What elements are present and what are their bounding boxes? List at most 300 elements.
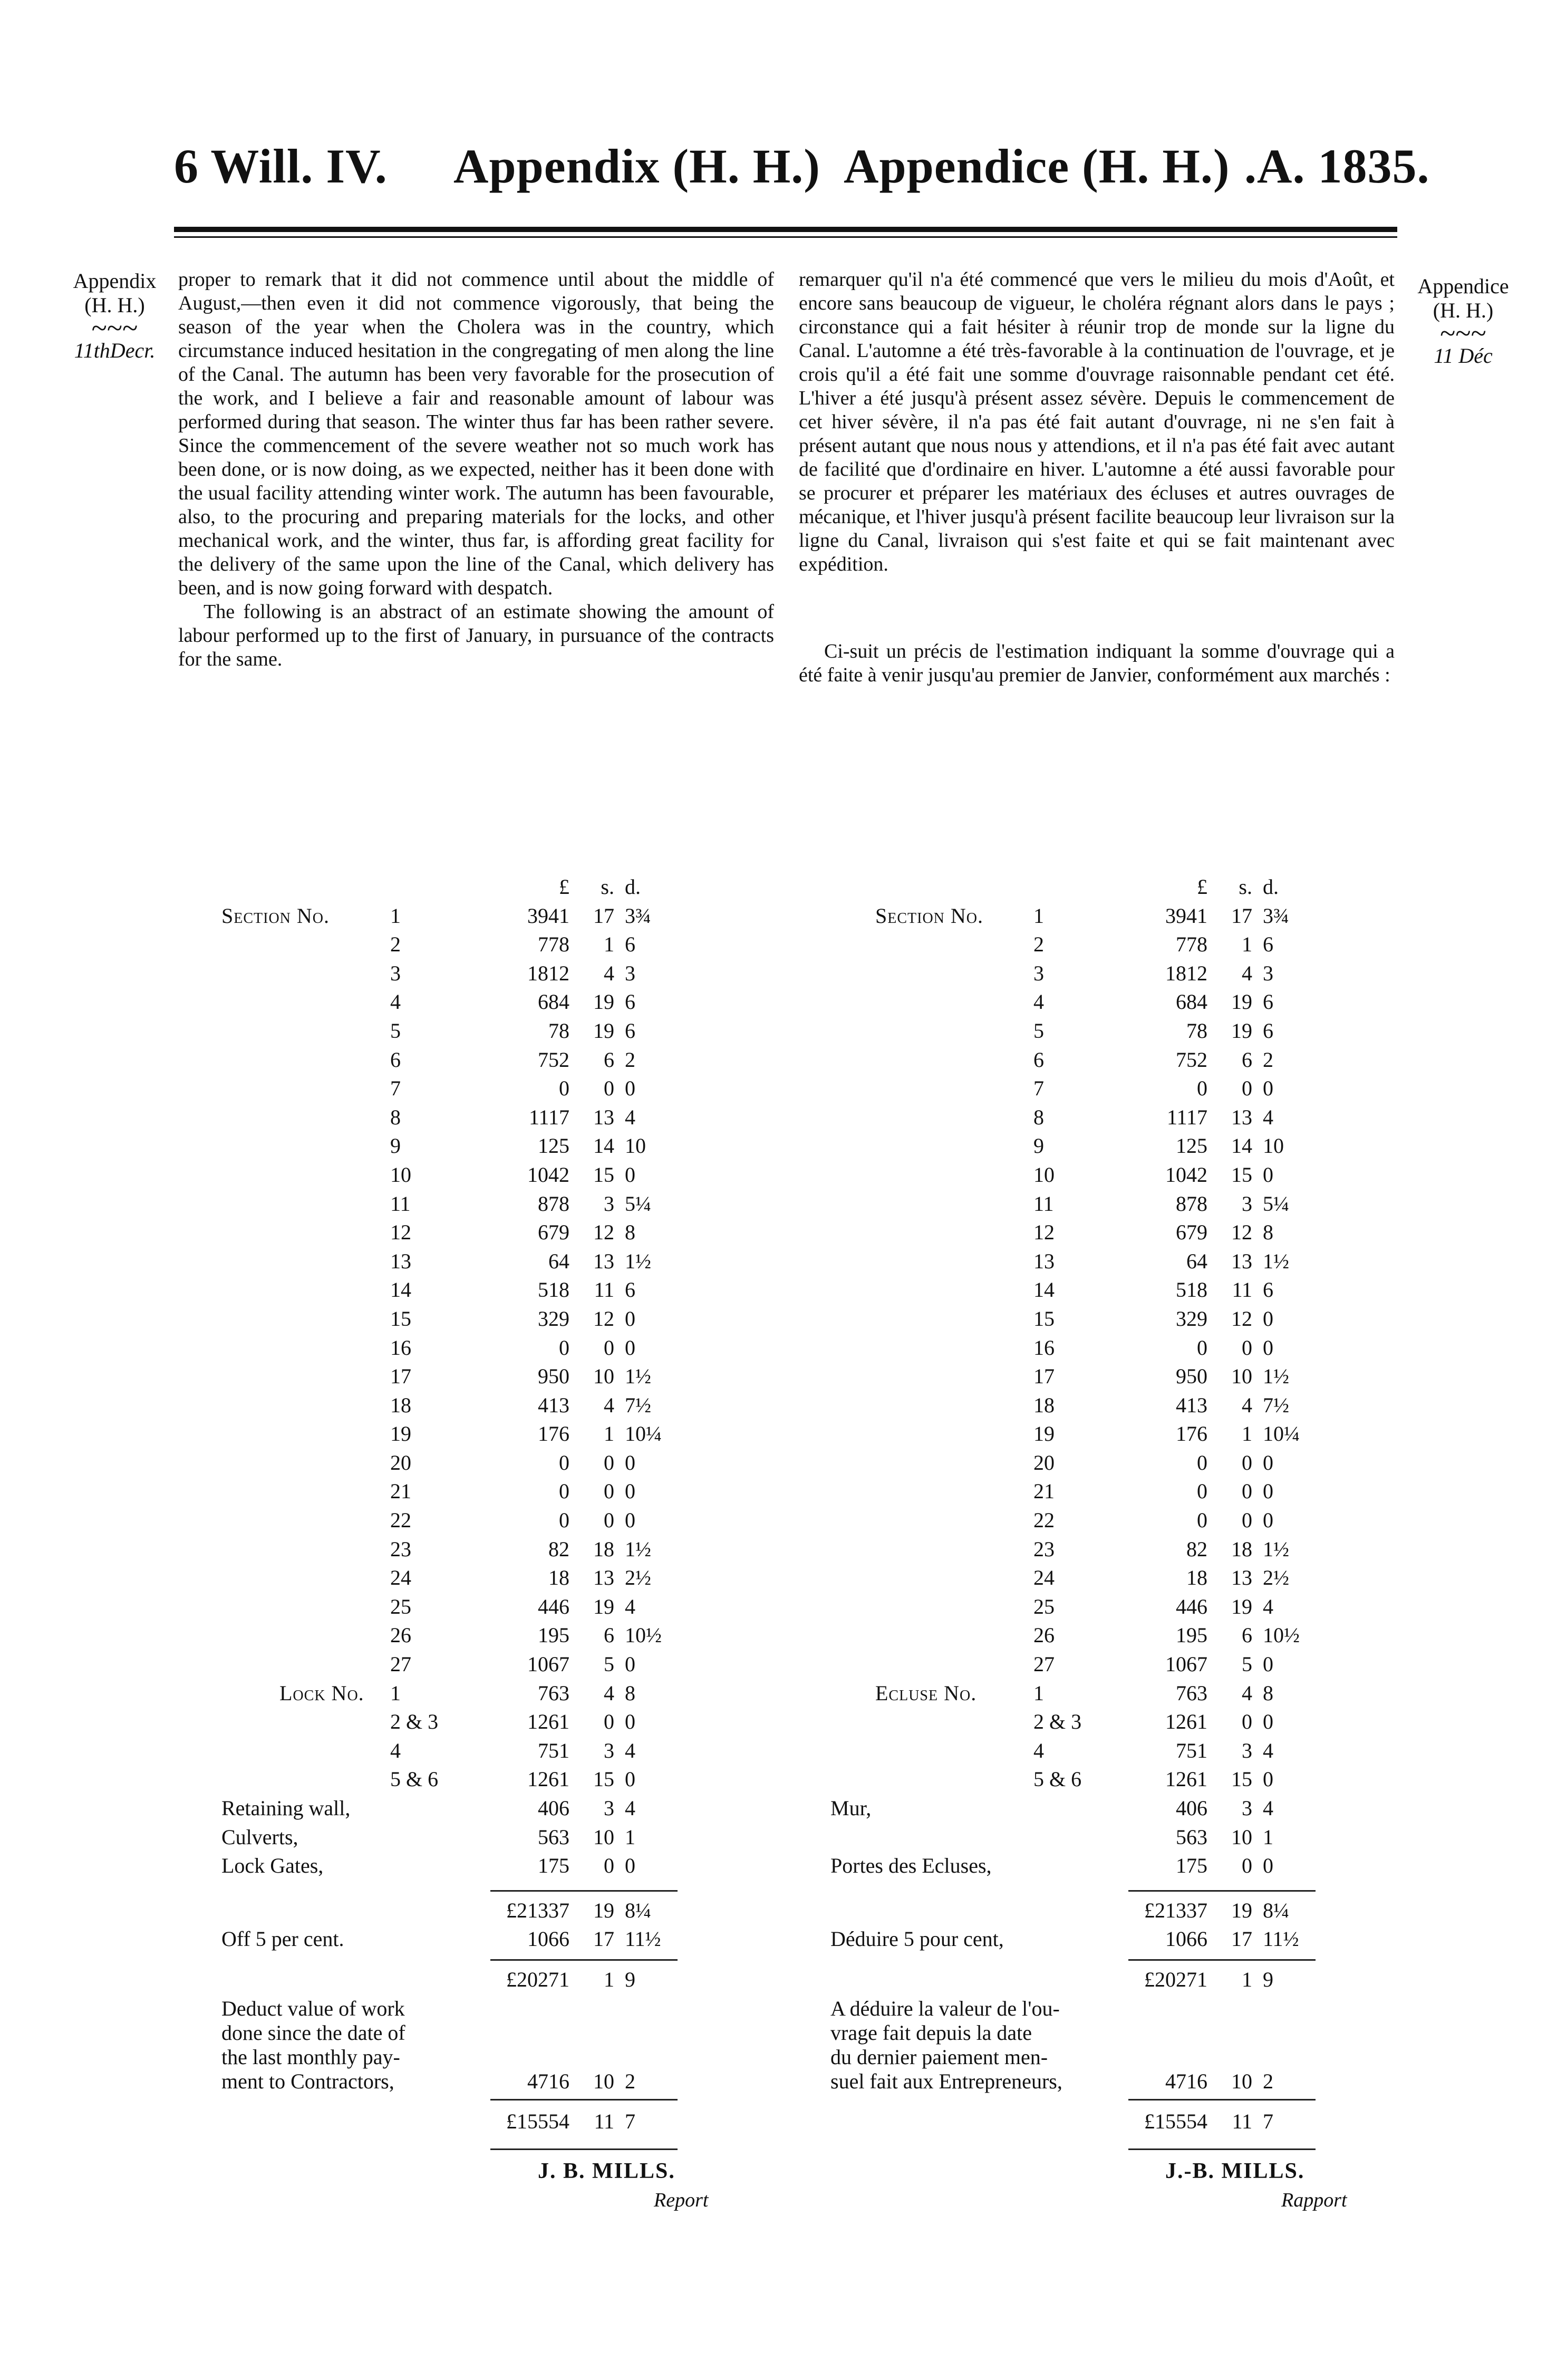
ledger-row-number: 21 [390,1479,411,1504]
english-paragraph-1: proper to remark that it did not commence until about the middle of August,—then even it did not commence vigorously, that being the season of the year when the Cholera was in the country, which circumstance induced hesitation in the congregating of men along the line of the Canal. The autumn has been very favorable for the prosecution of the work, and I believe a fair and reasonable amount of labour was performed during that season. The winter thus far has been rather severe. Since the commencement of the severe weather not so much work has been done, or is now doing, as we expected, neither has it been done with the usual facility attending winter work. The autumn has been favourable, also, to the procuring and preparing materials for the locks, and other mechanical work, and the winter, thus far, is affording great facility for the delivery of the same upon the line of the Canal, which delivery has been, and is now going forward with despatch. [178,268,774,599]
ledger-shillings: 19 [593,1018,614,1043]
ledger-shillings: 13 [593,1249,614,1273]
ledger-row [849,1362,1408,1391]
ledger-shillings: 0 [1242,1450,1252,1475]
english-paragraph-2: The following is an abstract of an estimate showing the amount of labour performed up to the first of January, in pursuance of the contracts for the same. [178,601,774,670]
ledger-row [221,1391,775,1420]
ledger-row [849,1017,1408,1046]
ledger-pence: 0 [625,1306,635,1331]
ledger-pounds: 0 [1197,1076,1207,1101]
col-heading-pounds: £ [559,875,569,899]
ledger-row-number: 4 [1033,1738,1044,1762]
ledger-pence: 6 [1263,990,1273,1014]
ledger-row [221,1132,775,1161]
ledger-pounds: 0 [1197,1450,1207,1475]
margin-note-left [50,269,179,363]
ledger-row-label: Culverts, [221,1825,298,1849]
ledger-row [849,1305,1408,1334]
ledger-row-label: Section No. [221,903,330,928]
ledger-row [849,1535,1408,1564]
ledger-pounds: 1117 [528,1105,569,1129]
ledger-rule-net [1128,1959,1316,1961]
ledger-shillings: 4 [604,1393,614,1417]
ledger-row [221,1679,775,1708]
margin-right-date: 11 Déc [1434,344,1493,368]
ledger-pounds: 1261 [527,1767,569,1791]
ledger-shillings: 10 [593,1364,614,1389]
col-heading-pence: d. [625,875,641,899]
ledger-pounds: 446 [1176,1594,1207,1618]
ledger-shillings: 0 [1242,1479,1252,1504]
ledger-row [221,1852,775,1881]
ledger-pence: 1½ [1263,1537,1289,1561]
ledger-total-row [849,1896,1408,1925]
ledger-row [849,1621,1408,1650]
col-heading-pounds: £ [1197,875,1207,899]
ledger-row-number: 12 [1033,1220,1055,1245]
ledger-discount-row [830,1925,1408,1954]
ledger-deduct-pounds: 4716 [1165,2069,1207,2093]
ledger-report-label: Rapport [1281,2189,1347,2211]
header-appendix-fr: Appendice (H. H.) [844,139,1230,193]
ledger-pounds: 751 [1176,1738,1207,1762]
ledger-pounds: 0 [1197,1479,1207,1504]
ledger-deduct-pence: 2 [625,2069,635,2093]
ledger-row-number: 6 [390,1047,401,1072]
ledger-row-number: 22 [1033,1508,1055,1533]
margin-left-line2: (H. H.) [84,293,145,317]
ledger-row-number: 7 [1033,1076,1044,1101]
ledger-net-pence: 9 [1263,1967,1273,1991]
ledger-row [221,1046,775,1075]
ledger-row [849,1132,1408,1161]
ledger-shillings: 11 [1232,1278,1252,1302]
ledger-row-label: Retaining wall, [221,1796,351,1820]
ledger-shillings: 10 [1231,1364,1252,1389]
ledger-shillings: 3 [604,1738,614,1762]
ledger-shillings: 5 [1242,1652,1252,1676]
ledger-row-number: 10 [390,1162,411,1187]
ledger-report-label: Report [654,2189,709,2211]
ledger-shillings: 0 [604,1854,614,1878]
ledger-final-pounds: £15554 [1144,2109,1207,2133]
margin-left-date: 11thDecr. [74,339,156,362]
ledger-spacer [849,1881,1408,1896]
ledger-deduct-row [830,2019,1408,2045]
ledger-pence: 0 [1263,1162,1273,1187]
ledger-row-number: 16 [390,1335,411,1360]
ledger-total-pounds: £21337 [1144,1898,1207,1922]
ledger-spacer [221,2136,775,2157]
ledger-net-pence: 9 [625,1967,635,1991]
ledger-pounds: 3941 [1165,903,1207,928]
ledger-report-row [221,2186,775,2210]
french-paragraph-2: Ci-suit un précis de l'estimation indiquant la somme d'ouvrage qui a été faite à venir jusqu'au premier de Janvier, conformément aux marchés : [799,640,1395,686]
ledger-row-number: 1 [1033,903,1044,928]
ledger-pounds: 195 [1176,1623,1207,1647]
ledger-row [849,1190,1408,1219]
ledger-shillings: 4 [604,961,614,985]
ledger-pence: 0 [1263,1306,1273,1331]
ledger-pence: 3 [1263,961,1273,985]
ledger-pence: 4 [1263,1796,1273,1820]
col-heading-shillings: s. [1239,875,1252,899]
ledger-shillings: 3 [604,1796,614,1820]
ledger-pounds: 1812 [1165,961,1207,985]
ledger-deduct-row [221,1994,775,2019]
margin-right-line1: Appendice [1417,274,1509,298]
ledger-deduct-label: suel fait aux Entrepreneurs, [830,2069,1062,2093]
ledger-discount-label: Off 5 per cent. [221,1927,344,1951]
ledger-pounds: 1042 [1165,1162,1207,1187]
header-rule-thick [174,227,1397,232]
ledger-pence: 0 [625,1508,635,1533]
ledger-pounds: 195 [538,1623,569,1647]
ledger-row [849,1708,1408,1737]
ledger-row [849,1737,1408,1766]
ledger-pence: 1 [1263,1825,1273,1849]
ledger-pence: 0 [625,1479,635,1504]
ledger-deduct-label: Deduct value of work [221,1996,405,2020]
ledger-pounds: 563 [538,1825,569,1849]
ledger-row [849,1074,1408,1103]
ledger-pounds: 1067 [1165,1652,1207,1676]
ledger-pence: 10½ [1263,1623,1300,1647]
ledger-pounds: 563 [1176,1825,1207,1849]
ledger-pounds: 0 [1197,1508,1207,1533]
ledger-deduct-row [830,1994,1408,2020]
ledger-pounds: 684 [538,990,569,1014]
header-regnal: 6 Will. IV. [174,139,388,193]
ledger-row-number: 19 [390,1422,411,1446]
ledger-shillings: 19 [1231,1594,1252,1618]
ledger-pence: 8 [1263,1220,1273,1245]
ledger-shillings: 4 [1242,961,1252,985]
ledger-pounds: 0 [559,1450,569,1475]
ledger-row-number: 14 [390,1278,411,1302]
ledger-row-number: 11 [390,1191,411,1216]
ledger-shillings: 12 [593,1306,614,1331]
ledger-deduct-row [221,2043,775,2067]
ledger-row [221,1593,775,1622]
ledger-row-number: 13 [390,1249,411,1273]
ledger-row-number: 20 [390,1450,411,1475]
ledger-pence: 0 [625,1854,635,1878]
ledger-pounds: 175 [538,1854,569,1878]
ledger-spacer [221,1881,775,1896]
ledger-pence: 3¾ [1263,903,1289,928]
ledger-row [221,988,775,1017]
ledger-pounds: 950 [538,1364,569,1389]
ledger-shillings: 4 [1242,1681,1252,1705]
ledger-pounds: 0 [559,1508,569,1533]
ledger-total-pounds: £21337 [506,1898,569,1922]
ledger-pence: 0 [1263,1767,1273,1791]
ledger-shillings: 5 [604,1652,614,1676]
col-heading-shillings: s. [601,875,614,899]
ledger-deduct-row [221,2067,775,2092]
ledger-shillings: 0 [604,1335,614,1360]
ledger-pence: 4 [1263,1105,1273,1129]
ledger-row [221,1362,775,1391]
ledger-pounds: 406 [538,1796,569,1820]
ledger-shillings: 4 [1242,1393,1252,1417]
ledger-deduct-label: done since the date of [221,2020,405,2045]
ledger-row [849,1679,1408,1708]
ledger-row-number: 11 [1033,1191,1054,1216]
ledger-shillings: 11 [594,1278,614,1302]
ledger-row-number: 18 [1033,1393,1055,1417]
ledger-row-number: 18 [390,1393,411,1417]
ledger-deduct-pounds: 4716 [527,2069,569,2093]
ledger-pounds: 3941 [527,903,569,928]
ledger-discount-pounds: 1066 [527,1927,569,1951]
ledger-total-shillings: 19 [1231,1898,1252,1922]
ledger-shillings: 6 [1242,1623,1252,1647]
ledger-pounds: 679 [538,1220,569,1245]
ledger-row [849,930,1408,959]
ledger-row [221,1218,775,1247]
ledger-shillings: 3 [1242,1738,1252,1762]
ledger-pounds: 406 [1176,1796,1207,1820]
ledger-pence: 3 [625,961,635,985]
ledger-shillings: 19 [1231,990,1252,1014]
ledger-pounds: 518 [1176,1278,1207,1302]
ledger-pence: 1½ [1263,1364,1289,1389]
ledger-row-number: 2 & 3 [390,1710,439,1734]
ledger-row [849,1765,1408,1794]
ledger-row-label: Section No. [875,903,984,928]
ledger-row-number: 4 [1033,990,1044,1014]
ledger-discount-shillings: 17 [593,1927,614,1951]
ledger-shillings: 1 [1242,1422,1252,1446]
ledger-shillings: 19 [593,1594,614,1618]
ledger-pounds: 82 [1186,1537,1207,1561]
ledger-pence: 0 [1263,1854,1273,1878]
ledger-shillings: 15 [593,1767,614,1791]
ledger-shillings: 0 [604,1508,614,1533]
ledger-row-number: 21 [1033,1479,1055,1504]
ledger-net-row [849,1965,1408,1994]
ledger-row-number: 23 [1033,1537,1055,1561]
ledger-row [221,902,775,931]
ledger-row [849,988,1408,1017]
ledger-rule-net [490,1959,678,1961]
ledger-signature: J.-B. MILLS. [1165,2159,1305,2184]
ledger-deduct-label: du dernier paiement men- [830,2045,1048,2069]
ledger-row [849,1506,1408,1535]
ledger-row-number: 24 [390,1566,411,1590]
ledger-pounds: 446 [538,1594,569,1618]
ledger-french [830,873,1408,2211]
ledger-row [221,1823,775,1852]
ledger-pounds: 1261 [1165,1767,1207,1791]
ledger-pence: 4 [625,1105,635,1129]
ledger-row-number: 24 [1033,1566,1055,1590]
ledger-row-number: 8 [390,1105,401,1129]
ledger-shillings: 0 [1242,1076,1252,1101]
ledger-signature-row [849,2157,1408,2186]
ledger-row [221,930,775,959]
ledger-final-shillings: 11 [594,2109,614,2133]
ledger-pounds: 176 [1176,1422,1207,1446]
ledger-row-number: 1 [1033,1681,1044,1705]
ledger-row [221,1535,775,1564]
ledger-shillings: 19 [593,990,614,1014]
header-rule-thin [174,236,1397,238]
ledger-shillings: 15 [1231,1162,1252,1187]
ledger-pounds: 684 [1176,990,1207,1014]
ledger-pounds: 0 [559,1335,569,1360]
ledger-total-row [221,1896,775,1925]
ledger-row-number: 13 [1033,1249,1055,1273]
ledger-pounds: 751 [538,1738,569,1762]
ledger-row [849,1161,1408,1190]
ledger-row [221,1794,775,1823]
ledger-pence: 6 [625,932,635,957]
ledger-row-number: 5 & 6 [1033,1767,1082,1791]
ledger-pence: 0 [1263,1076,1273,1101]
ledger-pounds: 82 [548,1537,569,1561]
ledger-pence: 2½ [625,1566,651,1590]
ledger-rule-final [1128,2099,1316,2100]
ledger-deduct-shillings: 10 [593,2069,614,2093]
ledger-pence: 0 [1263,1710,1273,1734]
ledger-shillings: 15 [593,1162,614,1187]
french-column [799,268,1395,687]
ledger-pence: 5¼ [1263,1191,1289,1216]
ledger-total-pence: 8¼ [625,1898,651,1922]
ledger-pence: 2 [625,1047,635,1072]
ledger-signature-row [221,2157,775,2186]
ledger-row [849,902,1408,931]
ledger-final-pence: 7 [625,2109,635,2133]
ledger-pence: 7½ [625,1393,651,1417]
ledger-shillings: 12 [593,1220,614,1245]
margin-right-tilde: ~~~ [1440,317,1486,349]
ledger-row-number: 9 [390,1134,401,1158]
ledger-pence: 0 [625,1076,635,1101]
ledger-row-number: 20 [1033,1450,1055,1475]
ledger-row [221,1103,775,1132]
ledger-row-number: 4 [390,990,401,1014]
ledger-pence: 4 [625,1594,635,1618]
ledger-shillings: 17 [593,903,614,928]
ledger-shillings: 13 [593,1105,614,1129]
ledger-pounds: 1812 [527,961,569,985]
ledger-row-number: 17 [390,1364,411,1389]
ledger-row-number: 1 [390,1681,401,1705]
ledger-pence: 1½ [625,1249,651,1273]
ledger-row [849,1276,1408,1305]
ledger-pence: 8 [625,1681,635,1705]
ledger-final-row [849,2107,1408,2136]
header-year: .A. 1835. [1244,139,1430,193]
ledger-pence: 2 [1263,1047,1273,1072]
ledger-discount-label: Déduire 5 pour cent, [830,1927,1004,1951]
ledger-pence: 0 [625,1767,635,1791]
ledger-row [849,1420,1408,1449]
ledger-row-number: 5 [1033,1018,1044,1043]
ledger-pence: 0 [625,1652,635,1676]
ledger-row-number: 19 [1033,1422,1055,1446]
col-heading-pence: d. [1263,875,1279,899]
ledger-row-number: 2 & 3 [1033,1710,1082,1734]
ledger-deduct-row [221,2019,775,2043]
ledger-row-number: 15 [390,1306,411,1331]
ledger-discount-pence: 11½ [625,1927,661,1951]
french-paragraph-1: remarquer qu'il n'a été commencé que vers le milieu du mois d'Août, et encore sans beaucoup de vigueur, le choléra régnant alors dans le pays ; circonstance qui a fait hésiter à réunir trop de monde sur la ligne du Canal. L'automne a été très-favorable à la continuation de l'ouvrage, et je crois qu'il a été fait une somme d'ouvrage raisonnable pendant cet été. L'hiver a été jusqu'à présent assez sévère. Depuis le commencement de cet hiver sévère, il n'a pas été fait autant d'ouvrage, ni ne s'en fait à présent autant que nous nous y attendions, et il n'a pas été fait avec autant de facilité que d'ordinaire en hiver. L'automne a été aussi favorable pour se procurer et préparer les matériaux des écluses et autres ouvrages de mécanique, et l'hiver jusqu'à présent facilite beaucoup leur livraison sur la ligne du Canal, livraison qui s'est faite et qui se fait maintenant avec expédition. [799,268,1395,575]
ledger-row-number: 6 [1033,1047,1044,1072]
ledger-row-number: 27 [1033,1652,1055,1676]
ledger-pence: 0 [1263,1652,1273,1676]
ledger-row-number: 8 [1033,1105,1044,1129]
ledger-deduct-shillings: 10 [1231,2069,1252,2093]
ledger-pounds: 0 [559,1076,569,1101]
ledger-row-number: 12 [390,1220,411,1245]
ledger-row-number: 7 [390,1076,401,1101]
ledger-shillings: 0 [1242,1508,1252,1533]
ledger-shillings: 1 [604,932,614,957]
ledger-row-number: 25 [390,1594,411,1618]
ledger-spacer [849,2136,1408,2157]
ledger-shillings: 3 [1242,1796,1252,1820]
ledger-row-number: 27 [390,1652,411,1676]
ledger-shillings: 6 [604,1623,614,1647]
ledger-pence: 1½ [1263,1249,1289,1273]
ledger-signature: J. B. MILLS. [538,2159,675,2184]
ledger-deduct-pence: 2 [1263,2069,1273,2093]
ledger-row [221,1074,775,1103]
ledger-net-row [221,1965,775,1994]
ledger-net-shillings: 1 [1242,1967,1252,1991]
ledger-pence: 7½ [1263,1393,1289,1417]
ledger-pounds: 778 [1176,932,1207,957]
ledger-total-pence: 8¼ [1263,1898,1289,1922]
ledger-shillings: 0 [1242,1854,1252,1878]
ledger-discount-pence: 11½ [1263,1927,1299,1951]
ledger-pounds: 329 [1176,1306,1207,1331]
ledger-row-number: 25 [1033,1594,1055,1618]
ledger-shillings: 3 [604,1191,614,1216]
ledger-shillings: 15 [1231,1767,1252,1791]
ledger-rule-final [490,2099,678,2100]
ledger-pence: 0 [625,1335,635,1360]
ledger-row [849,959,1408,988]
ledger-pence: 0 [625,1162,635,1187]
ledger-row-number: 10 [1033,1162,1055,1187]
ledger-pounds: 413 [538,1393,569,1417]
ledger-shillings: 10 [593,1825,614,1849]
ledger-pence: 6 [1263,932,1273,957]
ledger-row [830,1794,1408,1823]
ledger-shillings: 10 [1231,1825,1252,1849]
margin-right-line2: (H. H.) [1433,298,1494,322]
ledger-row [849,1103,1408,1132]
ledger-shillings: 0 [1242,1710,1252,1734]
ledger-shillings: 19 [1231,1018,1252,1043]
ledger-discount-shillings: 17 [1231,1927,1252,1951]
ledger-row [221,1247,775,1276]
ledger-shillings: 6 [1242,1047,1252,1072]
ledger-row [221,1449,775,1478]
ledger-row-number: 17 [1033,1364,1055,1389]
ledger-pounds: 1117 [1166,1105,1207,1129]
ledger-deduct-label: ment to Contractors, [221,2069,394,2093]
ledger-shillings: 18 [1231,1537,1252,1561]
ledger-final-pence: 7 [1263,2109,1273,2133]
ledger-pence: 4 [625,1738,635,1762]
